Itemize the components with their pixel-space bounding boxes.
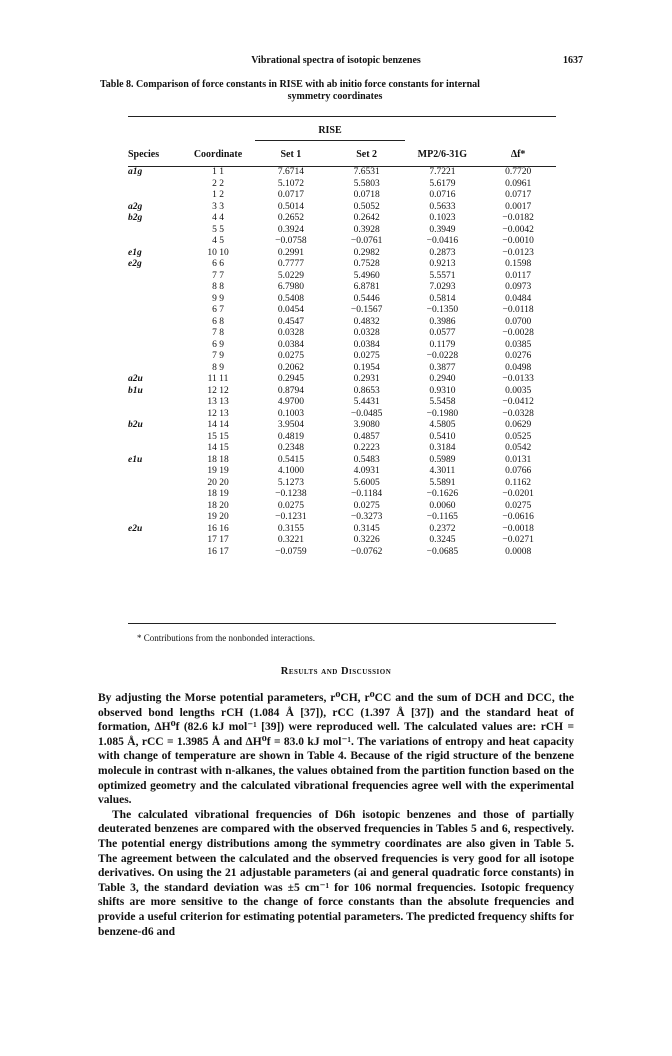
table-row xyxy=(128,386,556,398)
cell-set1: −0.1231 xyxy=(275,512,307,522)
cell-set1: 0.0275 xyxy=(277,351,304,361)
cell-delta: −0.0010 xyxy=(502,236,534,246)
cell-mp2: 4.5805 xyxy=(429,420,456,430)
cell-set1: 3.9504 xyxy=(277,420,304,430)
cell-species xyxy=(128,547,183,559)
cell-mp2: 0.9310 xyxy=(429,385,456,396)
cell-delta: −0.0182 xyxy=(502,213,534,223)
cell-set1: 0.2652 xyxy=(277,213,304,223)
cell-coordinate: 9 9 xyxy=(212,293,224,304)
cell-coordinate: 2 2 xyxy=(212,178,224,189)
cell-delta: 0.0766 xyxy=(505,466,532,476)
table-row xyxy=(128,190,556,202)
table-caption xyxy=(100,79,570,103)
cell-delta: −0.0328 xyxy=(502,408,534,419)
cell-delta: −0.0042 xyxy=(502,224,534,235)
cell-set2: 0.2223 xyxy=(353,443,380,453)
cell-set1: 6.7980 xyxy=(277,282,304,292)
cell-mp2: −0.0416 xyxy=(426,236,459,246)
cell-delta: 0.0017 xyxy=(505,201,532,212)
table-row xyxy=(128,547,556,559)
header-species: Species xyxy=(128,149,160,160)
cell-set1: 0.1003 xyxy=(277,408,304,419)
table-row xyxy=(128,305,556,317)
cell-set2: 0.8653 xyxy=(353,385,380,396)
table-row xyxy=(128,351,556,363)
cell-species: e2g xyxy=(128,259,142,269)
cell-mp2: −0.1165 xyxy=(426,512,458,522)
cell-coordinate: 18 19 xyxy=(207,489,229,499)
cell-mp2: 0.9213 xyxy=(429,259,456,269)
rise-group-label: RISE xyxy=(318,125,342,136)
cell-coordinate: 19 20 xyxy=(207,512,229,522)
table-row xyxy=(128,443,556,455)
cell-delta: −0.0118 xyxy=(502,305,534,315)
cell-delta: 0.0008 xyxy=(505,546,532,557)
cell-coordinate: 20 20 xyxy=(207,477,229,488)
cell-mp2: 0.3245 xyxy=(429,535,456,545)
table-row xyxy=(128,282,556,294)
running-title: Vibrational spectra of isotopic benzenes xyxy=(251,55,421,66)
table-top-rule xyxy=(128,116,556,117)
cell-species: b2g xyxy=(128,213,143,223)
table-row xyxy=(128,202,556,214)
cell-mp2: 0.5814 xyxy=(429,293,456,304)
cell-mp2: −0.0685 xyxy=(426,546,459,557)
cell-set1: 0.0717 xyxy=(277,190,304,200)
cell-mp2: 7.7221 xyxy=(429,167,456,177)
cell-species: b1u xyxy=(128,385,143,396)
cell-set2: 0.2642 xyxy=(353,213,380,223)
cell-species: a2u xyxy=(128,374,143,384)
cell-set1: 0.5014 xyxy=(277,201,304,212)
cell-set1: −0.0758 xyxy=(275,236,307,246)
cell-set2: −0.0761 xyxy=(350,236,383,246)
cell-coordinate: 14 14 xyxy=(207,420,229,430)
cell-coordinate: 1 1 xyxy=(212,167,224,177)
cell-mp2: 0.5989 xyxy=(429,454,456,465)
cell-species: b2u xyxy=(128,420,143,430)
cell-delta: −0.0271 xyxy=(502,535,534,545)
table-row xyxy=(128,409,556,421)
cell-set1: 5.1273 xyxy=(277,477,304,488)
cell-species: e2u xyxy=(128,523,143,534)
cell-set1: 5.1072 xyxy=(277,178,304,189)
header-set2: Set 2 xyxy=(356,149,378,160)
table-row xyxy=(128,535,556,547)
cell-coordinate: 18 18 xyxy=(207,454,229,465)
table-row xyxy=(128,363,556,375)
cell-set2: 0.3226 xyxy=(353,535,380,545)
cell-mp2: 5.5891 xyxy=(429,477,456,488)
cell-delta: 0.0035 xyxy=(505,385,532,396)
cell-delta: −0.0616 xyxy=(502,512,534,522)
cell-set2: 0.0328 xyxy=(353,328,380,338)
table-row xyxy=(128,259,556,271)
cell-delta: −0.0123 xyxy=(502,247,534,258)
cell-mp2: −0.1626 xyxy=(426,489,459,499)
cell-set2: 0.3145 xyxy=(353,523,380,534)
table-row xyxy=(128,225,556,237)
cell-set2: −0.3273 xyxy=(350,512,383,522)
cell-mp2: 0.1023 xyxy=(429,213,456,223)
cell-set2: −0.0762 xyxy=(350,546,383,557)
table-row xyxy=(128,271,556,283)
cell-coordinate: 6 8 xyxy=(212,316,224,327)
cell-mp2: 0.5633 xyxy=(429,201,456,212)
cell-species xyxy=(128,328,183,340)
paragraph-1: By adjusting the Morse potential parameters, r⁰CH, r⁰CC and the sum of DCH and DCC, the observed bond lengths rCH (1.084 Å [37]), rCC (1.397 Å [37]) and the standard heat of formation, ΔH⁰f (82.6 kJ mol⁻¹ [39]) were reproduced well. The calculated values are: rCH = 1.085 Å, rCC = 1.3985 Å and ΔH⁰f = 83.0 kJ mol⁻¹. The variations of entropy and heat capacity with change of temperature are shown in Table 4. Because of the rigid structure of the benzene molecule in contrast with n-alkanes, the values obtained from the partition function based on the optimized geometry and the calculated vibrational frequencies agree well with the experimental values. xyxy=(98,692,574,807)
cell-set1: −0.1238 xyxy=(275,489,307,499)
header-mp2: MP2/6-31G xyxy=(417,149,468,160)
cell-coordinate: 18 20 xyxy=(207,500,229,511)
cell-set1: 4.1000 xyxy=(277,466,304,476)
table-row xyxy=(128,524,556,536)
cell-set2: −0.1567 xyxy=(350,305,383,315)
cell-set1: −0.0759 xyxy=(275,546,307,557)
header-set1: Set 1 xyxy=(280,149,302,160)
table-footnote: * Contributions from the nonbonded interactions. xyxy=(137,633,315,643)
cell-coordinate: 12 13 xyxy=(207,408,229,419)
cell-set1: 0.3155 xyxy=(277,523,304,534)
cell-set2: 5.4960 xyxy=(353,270,380,281)
cell-coordinate: 11 11 xyxy=(207,374,229,384)
cell-set1: 0.8794 xyxy=(277,385,304,396)
cell-species xyxy=(128,282,183,294)
cell-set1: 0.3924 xyxy=(277,224,304,235)
cell-mp2: −0.1980 xyxy=(426,408,459,419)
table-row xyxy=(128,340,556,352)
cell-set1: 0.5415 xyxy=(277,454,304,465)
cell-species xyxy=(128,443,183,455)
cell-species xyxy=(128,409,183,421)
cell-coordinate: 8 8 xyxy=(212,282,224,292)
table-caption-line2: symmetry coordinates xyxy=(287,91,383,102)
table-row xyxy=(128,397,556,409)
table-row xyxy=(128,317,556,329)
cell-set2: −0.0485 xyxy=(350,408,383,419)
cell-set2: 7.6531 xyxy=(353,167,380,177)
header-coordinate: Coordinate xyxy=(193,149,243,160)
cell-set2: 0.1954 xyxy=(353,362,380,373)
cell-species xyxy=(128,179,183,191)
table-row xyxy=(128,489,556,501)
cell-set1: 0.7777 xyxy=(277,259,304,269)
table-row xyxy=(128,455,556,467)
cell-species xyxy=(128,535,183,547)
cell-delta: 0.0275 xyxy=(505,500,532,511)
cell-mp2: 5.5458 xyxy=(429,397,456,407)
cell-mp2: 4.3011 xyxy=(429,466,456,476)
cell-mp2: 0.0716 xyxy=(429,190,456,200)
cell-coordinate: 7 9 xyxy=(212,351,224,361)
cell-species xyxy=(128,397,183,409)
cell-set2: 0.4857 xyxy=(353,431,380,442)
cell-mp2: −0.1350 xyxy=(426,305,459,315)
cell-mp2: 0.1179 xyxy=(429,339,456,350)
cell-mp2: 5.6179 xyxy=(429,178,456,189)
cell-set2: 5.5803 xyxy=(353,178,380,189)
cell-delta: −0.0133 xyxy=(502,374,534,384)
cell-mp2: 7.0293 xyxy=(429,282,456,292)
cell-species xyxy=(128,478,183,490)
cell-delta: 0.0276 xyxy=(505,351,532,361)
cell-coordinate: 17 17 xyxy=(207,535,229,545)
cell-delta: 0.0525 xyxy=(505,431,532,442)
cell-mp2: 0.3184 xyxy=(429,443,456,453)
body-text xyxy=(98,691,574,939)
cell-coordinate: 4 5 xyxy=(212,236,224,246)
cell-set1: 0.4819 xyxy=(277,431,304,442)
cell-set2: 0.5052 xyxy=(353,201,380,212)
cell-species: e1u xyxy=(128,454,143,465)
table-row xyxy=(128,294,556,306)
cell-mp2: 0.3986 xyxy=(429,316,456,327)
cell-coordinate: 12 12 xyxy=(207,385,229,396)
cell-coordinate: 8 9 xyxy=(212,362,224,373)
table-row xyxy=(128,478,556,490)
cell-set2: 6.8781 xyxy=(353,282,380,292)
cell-set1: 0.3221 xyxy=(277,535,304,545)
cell-set2: 0.2982 xyxy=(353,247,380,258)
cell-species xyxy=(128,466,183,478)
cell-coordinate: 1 2 xyxy=(212,190,224,200)
cell-delta: 0.0498 xyxy=(505,362,532,373)
cell-species xyxy=(128,294,183,306)
cell-coordinate: 13 13 xyxy=(207,397,229,407)
cell-mp2: 0.3877 xyxy=(429,362,456,373)
cell-delta: −0.0412 xyxy=(502,397,534,407)
cell-coordinate: 4 4 xyxy=(212,213,224,223)
cell-mp2: 0.0060 xyxy=(429,500,456,511)
cell-set1: 0.0328 xyxy=(277,328,304,338)
cell-set2: 0.3928 xyxy=(353,224,380,235)
cell-delta: 0.1598 xyxy=(505,259,532,269)
cell-mp2: 0.2940 xyxy=(429,374,456,384)
cell-species xyxy=(128,190,183,202)
cell-set2: 0.2931 xyxy=(353,374,380,384)
cell-delta: 0.0484 xyxy=(505,293,532,304)
table-row xyxy=(128,167,556,179)
cell-species xyxy=(128,225,183,237)
rise-group-rule xyxy=(255,140,405,141)
table-row xyxy=(128,374,556,386)
cell-species xyxy=(128,489,183,501)
cell-coordinate: 3 3 xyxy=(212,201,224,212)
header-delta: Δf* xyxy=(510,149,526,160)
cell-coordinate: 15 15 xyxy=(207,431,229,442)
cell-delta: −0.0201 xyxy=(502,489,534,499)
table-row xyxy=(128,420,556,432)
cell-species xyxy=(128,351,183,363)
cell-set1: 0.4547 xyxy=(277,316,304,327)
table-row xyxy=(128,179,556,191)
cell-set1: 0.0454 xyxy=(277,305,304,315)
cell-set2: 0.0384 xyxy=(353,339,380,350)
section-heading: Results and Discussion xyxy=(280,666,392,677)
cell-set2: 0.4832 xyxy=(353,316,380,327)
page-number: 1637 xyxy=(563,55,583,66)
cell-mp2: 0.3949 xyxy=(429,224,456,235)
table-header-row xyxy=(128,146,556,163)
cell-species: e1g xyxy=(128,247,142,258)
cell-coordinate: 14 15 xyxy=(207,443,229,453)
table-row xyxy=(128,248,556,260)
cell-set1: 5.0229 xyxy=(277,270,304,281)
cell-set2: 3.9080 xyxy=(353,420,380,430)
cell-species xyxy=(128,363,183,375)
cell-set2: 0.5446 xyxy=(353,293,380,304)
cell-set1: 7.6714 xyxy=(277,167,304,177)
table-caption-line1: Table 8. Comparison of force constants in RISE with ab initio force constants for internal xyxy=(100,79,480,90)
cell-species: a2g xyxy=(128,201,143,212)
table-row xyxy=(128,512,556,524)
cell-species xyxy=(128,305,183,317)
cell-set2: 5.4431 xyxy=(353,397,380,407)
cell-set1: 0.0275 xyxy=(277,500,304,511)
cell-delta: 0.0629 xyxy=(505,420,532,430)
table-row xyxy=(128,432,556,444)
table-row xyxy=(128,328,556,340)
cell-set1: 0.5408 xyxy=(277,293,304,304)
cell-set2: 5.6005 xyxy=(353,477,380,488)
cell-species xyxy=(128,501,183,513)
cell-delta: 0.0542 xyxy=(505,443,532,453)
cell-species xyxy=(128,432,183,444)
cell-delta: 0.0385 xyxy=(505,339,532,350)
cell-delta: 0.0700 xyxy=(505,316,532,327)
cell-coordinate: 19 19 xyxy=(207,466,229,476)
cell-set2: 0.7528 xyxy=(353,259,380,269)
table-row xyxy=(128,213,556,225)
cell-set2: 0.0275 xyxy=(353,500,380,511)
cell-set1: 4.9700 xyxy=(277,397,304,407)
cell-coordinate: 16 16 xyxy=(207,523,229,534)
cell-mp2: −0.0228 xyxy=(426,351,459,361)
cell-coordinate: 10 10 xyxy=(207,247,229,258)
cell-coordinate: 16 17 xyxy=(207,546,229,557)
cell-species xyxy=(128,512,183,524)
cell-coordinate: 6 9 xyxy=(212,339,224,350)
cell-species xyxy=(128,271,183,283)
cell-mp2: 5.5571 xyxy=(429,270,456,281)
cell-species xyxy=(128,317,183,329)
cell-set1: 0.2945 xyxy=(277,374,304,384)
cell-coordinate: 6 6 xyxy=(212,259,224,269)
cell-delta: 0.1162 xyxy=(505,477,532,488)
table-header-rule xyxy=(128,166,556,167)
cell-coordinate: 6 7 xyxy=(212,305,224,315)
cell-delta: −0.0018 xyxy=(502,523,534,534)
cell-delta: 0.0717 xyxy=(505,190,532,200)
table-row xyxy=(128,236,556,248)
cell-coordinate: 7 7 xyxy=(212,270,224,281)
cell-set1: 0.2348 xyxy=(277,443,304,453)
cell-delta: 0.7720 xyxy=(505,167,532,177)
cell-delta: 0.0961 xyxy=(505,178,532,189)
cell-mp2: 0.2873 xyxy=(429,247,456,258)
cell-coordinate: 5 5 xyxy=(212,224,224,235)
cell-set1: 0.0384 xyxy=(277,339,304,350)
force-constant-table xyxy=(128,146,556,558)
cell-set2: −0.1184 xyxy=(351,489,383,499)
table-row xyxy=(128,466,556,478)
cell-delta: 0.0973 xyxy=(505,282,532,292)
cell-mp2: 0.5410 xyxy=(429,431,456,442)
cell-coordinate: 7 8 xyxy=(212,328,224,338)
cell-set2: 0.5483 xyxy=(353,454,380,465)
paragraph-2: The calculated vibrational frequencies of D6h isotopic benzenes and those of partially deuterated benzenes are compared with the observed frequencies in Tables 5 and 6, respectively. The potential energy distributions among the symmetry coordinates are also given in Table 5. The agreement between the calculated and the observed frequencies is very good for all isotope derivatives. On using the 21 adjustable parameters (ai and general quadratic force constants) in Table 3, the standard deviation was ±5 cm⁻¹ for 106 normal frequencies. Isotopic frequency shifts are more sensitive to the change of force constants than the absolute frequencies and provide a useful criterion for estimating potential parameters. The predicted frequency shifts for benzene-d6 and xyxy=(98,808,574,938)
cell-species xyxy=(128,340,183,352)
cell-species: a1g xyxy=(128,167,143,177)
cell-set2: 0.0718 xyxy=(353,190,380,200)
cell-mp2: 0.2372 xyxy=(429,523,456,534)
cell-set2: 4.0931 xyxy=(353,466,380,476)
table-row xyxy=(128,501,556,513)
cell-delta: 0.0117 xyxy=(505,270,532,281)
table-bottom-rule xyxy=(128,623,556,624)
cell-mp2: 0.0577 xyxy=(429,328,456,338)
cell-set1: 0.2991 xyxy=(277,247,304,258)
cell-delta: 0.0131 xyxy=(505,454,532,465)
cell-set2: 0.0275 xyxy=(353,351,380,361)
cell-species xyxy=(128,236,183,248)
cell-delta: −0.0028 xyxy=(502,328,534,338)
cell-set1: 0.2062 xyxy=(277,362,304,373)
